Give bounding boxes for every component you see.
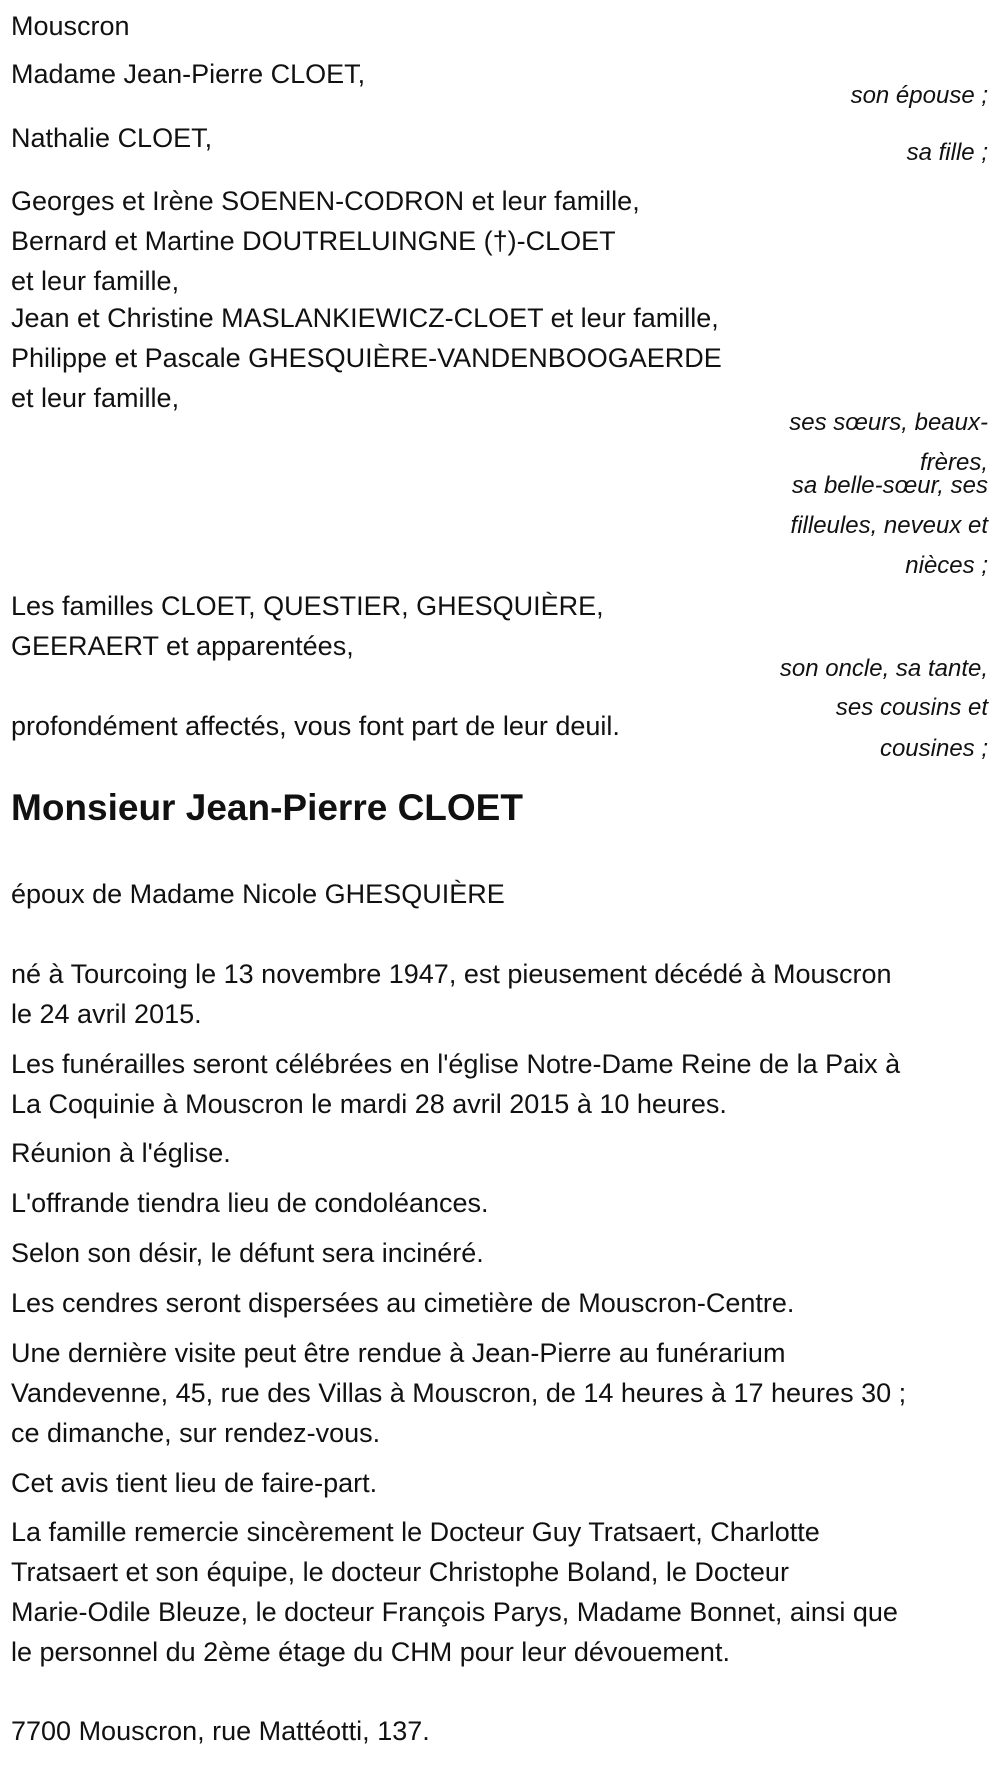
mourner-name: Madame Jean-Pierre CLOET, bbox=[11, 59, 366, 89]
mourner-relation: son épouse ; bbox=[850, 82, 988, 109]
body-line: ce dimanche, sur rendez-vous. bbox=[11, 1418, 381, 1448]
body-line: Tratsaert et son équipe, le docteur Christophe Boland, le Docteur bbox=[11, 1557, 789, 1587]
mourner-name: GEERAERT et apparentées, bbox=[11, 631, 354, 661]
body-line: Selon son désir, le défunt sera incinéré. bbox=[11, 1238, 484, 1268]
mourner-relation: cousines ; bbox=[879, 735, 988, 762]
address-line: 7700 Mouscron, rue Mattéotti, 137. bbox=[11, 1716, 430, 1746]
mourner-name: Georges et Irène SOENEN-CODRON et leur famille, bbox=[11, 186, 640, 216]
mourner-relation: filleules, neveux et bbox=[790, 512, 988, 539]
body-line: Vandevenne, 45, rue des Villas à Mouscron, de 14 heures à 17 heures 30 ; bbox=[11, 1378, 907, 1408]
mourner-name: Bernard et Martine DOUTRELUINGNE (†)-CLOET bbox=[11, 226, 616, 256]
body-line: né à Tourcoing le 13 novembre 1947, est pieusement décédé à Mouscron bbox=[11, 959, 892, 989]
mourner-relation: sa fille ; bbox=[906, 139, 988, 166]
body-line: Marie-Odile Bleuze, le docteur François Parys, Madame Bonnet, ainsi que bbox=[11, 1597, 898, 1627]
mourner-name: et leur famille, bbox=[11, 383, 180, 413]
mourner-name: Philippe et Pascale GHESQUIÈRE-VANDENBOOGAERDE bbox=[11, 343, 722, 373]
body-line: Une dernière visite peut être rendue à Jean-Pierre au funérarium bbox=[11, 1338, 786, 1368]
mourner-name: Les familles CLOET, QUESTIER, GHESQUIÈRE, bbox=[11, 591, 604, 621]
mourner-relation: sa belle-sœur, ses bbox=[791, 472, 988, 499]
body-line: La famille remercie sincèrement le Docteur Guy Tratsaert, Charlotte bbox=[11, 1517, 820, 1547]
body-line: La Coquinie à Mouscron le mardi 28 avril 2015 à 10 heures. bbox=[11, 1089, 727, 1119]
body-line: le 24 avril 2015. bbox=[11, 999, 202, 1029]
body-line: Les cendres seront dispersées au cimetière de Mouscron-Centre. bbox=[11, 1288, 795, 1318]
mourner-relation: ses sœurs, beaux- bbox=[789, 409, 988, 436]
body-line: le personnel du 2ème étage du CHM pour leur dévouement. bbox=[11, 1637, 730, 1667]
body-line: Cet avis tient lieu de faire-part. bbox=[11, 1468, 378, 1498]
city-header: Mouscron bbox=[11, 11, 130, 41]
mourner-relation: son oncle, sa tante, bbox=[779, 655, 988, 682]
mourner-relation: frères, bbox=[919, 449, 988, 476]
deceased-name: Monsieur Jean-Pierre CLOET bbox=[11, 787, 523, 828]
mourner-name: et leur famille, bbox=[11, 266, 180, 296]
mourner-name: Nathalie CLOET, bbox=[11, 123, 213, 153]
mourner-relation: nièces ; bbox=[905, 552, 988, 579]
mourner-name: Jean et Christine MASLANKIEWICZ-CLOET et leur famille, bbox=[11, 303, 719, 333]
body-line: Les funérailles seront célébrées en l'église Notre-Dame Reine de la Paix à bbox=[11, 1049, 901, 1079]
body-line: Réunion à l'église. bbox=[11, 1138, 231, 1168]
spouse-line: époux de Madame Nicole GHESQUIÈRE bbox=[11, 879, 505, 909]
mourner-relation: ses cousins et bbox=[835, 694, 988, 721]
closing-line: profondément affectés, vous font part de leur deuil. bbox=[11, 711, 620, 741]
body-line: L'offrande tiendra lieu de condoléances. bbox=[11, 1188, 489, 1218]
